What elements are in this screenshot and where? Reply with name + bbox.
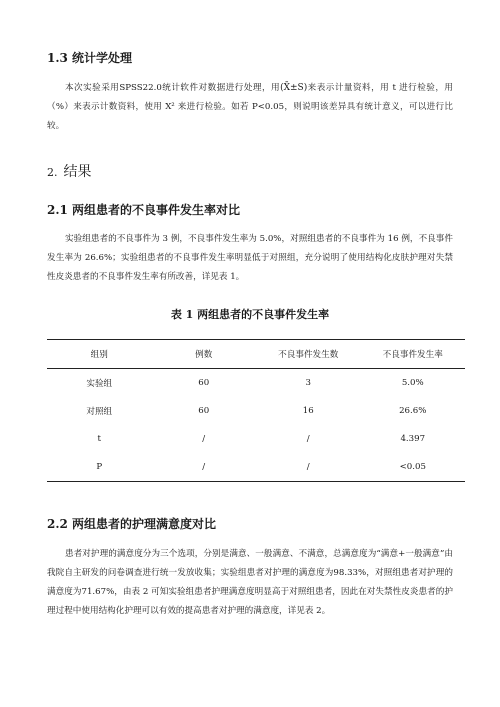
section-heading-statistics: 1.3 统计学处理	[47, 51, 133, 65]
table1	[47, 339, 465, 482]
table-cell: 对照组	[86, 407, 113, 417]
table-row	[47, 397, 465, 425]
table-cell: /	[306, 434, 310, 444]
table1-header-group: 组别	[90, 350, 108, 360]
table-row	[47, 369, 465, 398]
adverse-events-paragraph: 实验组患者的不良事件为 3 例，不良事件发生率为 5.0%，对照组患者的不良事件为 16 例，不良事件发生率为 26.6%；实验组患者的不良事件发生率明显低于对照组，充分说明了使用结构化皮肤护理对失禁性皮炎患者的不良事件发生率有所改善，详见表 1。	[47, 234, 453, 282]
table1-header-rate: 不良事件发生率	[382, 350, 443, 360]
table-cell: 3	[305, 378, 311, 388]
table-cell: 5.0%	[401, 378, 424, 388]
section-heading-adverse-events: 2.1 两组患者的不良事件发生率对比	[47, 203, 241, 217]
table1-header-row	[47, 340, 465, 369]
table-cell: P	[96, 462, 103, 472]
table-cell: 16	[302, 406, 314, 416]
table1-caption: 表 1 两组患者的不良事件发生率	[170, 308, 330, 321]
table-cell: /	[202, 462, 206, 472]
table-cell: 4.397	[400, 434, 426, 444]
table-cell: 26.6%	[399, 406, 427, 416]
table-cell: 60	[198, 378, 210, 388]
satisfaction-paragraph: 患者对护理的满意度分为三个选项，分别是满意、一般满意、不满意，总满意度为“满意+一般满意”由我院自主研发的问卷调查进行统一发放收集；实验组患者对护理的满意度为98.33%，对照组患者对护理的满意度为71.67%，由表 2 可知实验组患者护理满意度明显高于对照组患者，因此在对失禁性皮炎患者的护理过程中使用结构化护理可以有效的提高患者对护理的满意度，详见表 2。	[47, 549, 453, 616]
table-cell: 实验组	[86, 379, 113, 389]
table-row	[47, 425, 465, 453]
results-heading-number: 2.	[47, 166, 58, 179]
statistics-text-part2: 来表示计量资料，用 t 进行检验，用（%）来表示计数资料，使用 X² 来进行检验。如若 P<0.05，则说明该差异具有统计意义，可以进行比较。	[47, 83, 453, 131]
table-cell: /	[202, 434, 206, 444]
statistics-paragraph	[47, 79, 453, 136]
table-cell: /	[306, 462, 310, 472]
table-cell: t	[97, 434, 101, 444]
mean-sd-formula: (X̄±S)	[280, 83, 308, 93]
table-cell: <0.05	[399, 462, 426, 472]
statistics-text-part1: 本次实验采用SPSS22.0统计软件对数据进行处理，用	[65, 83, 281, 93]
section-heading-satisfaction: 2.2 两组患者的护理满意度对比	[47, 517, 217, 531]
table-row	[47, 453, 465, 482]
table1-header-count: 例数	[195, 350, 213, 360]
table1-header-events: 不良事件发生数	[278, 350, 339, 360]
table-cell: 60	[198, 406, 210, 416]
results-heading-text: 结果	[63, 164, 92, 180]
results-heading	[47, 161, 92, 181]
